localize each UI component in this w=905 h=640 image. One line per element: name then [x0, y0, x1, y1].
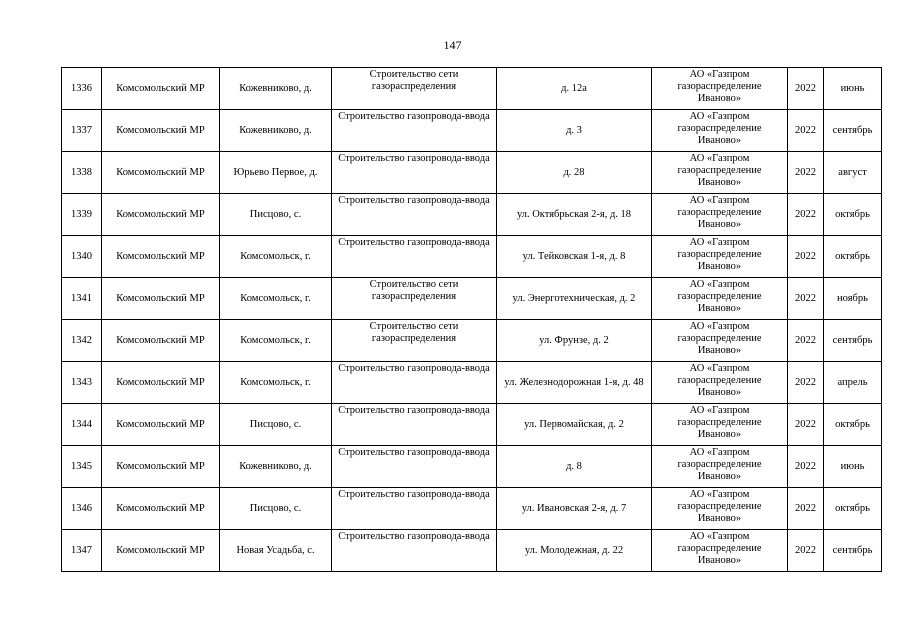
table-row	[62, 530, 882, 572]
row-number-cell: 1345	[62, 446, 102, 488]
district-cell: Комсомольский МР	[102, 278, 220, 320]
locality-cell: Кожевниково, д.	[220, 68, 332, 110]
table-row	[62, 362, 882, 404]
table-row	[62, 152, 882, 194]
work-type-cell: Строительство газопровода-ввода	[332, 194, 497, 236]
month-cell: сентябрь	[824, 530, 882, 572]
address-cell: ул. Энерготехническая, д. 2	[497, 278, 652, 320]
row-number-cell: 1338	[62, 152, 102, 194]
row-number-cell: 1347	[62, 530, 102, 572]
work-type-cell: Строительство газопровода-ввода	[332, 404, 497, 446]
month-cell: октябрь	[824, 236, 882, 278]
table-row	[62, 68, 882, 110]
district-cell: Комсомольский МР	[102, 404, 220, 446]
year-cell: 2022	[788, 110, 824, 152]
organization-cell: АО «Газпром газораспределение Иваново»	[652, 404, 788, 446]
table-row	[62, 110, 882, 152]
address-cell: д. 3	[497, 110, 652, 152]
work-type-cell: Строительство сети газораспределения	[332, 278, 497, 320]
address-cell: ул. Фрунзе, д. 2	[497, 320, 652, 362]
locality-cell: Писцово, с.	[220, 404, 332, 446]
locality-cell: Комсомольск, г.	[220, 278, 332, 320]
address-cell: ул. Железнодорожная 1-я, д. 48	[497, 362, 652, 404]
table-row	[62, 404, 882, 446]
locality-cell: Комсомольск, г.	[220, 362, 332, 404]
month-cell: октябрь	[824, 194, 882, 236]
work-type-cell: Строительство газопровода-ввода	[332, 110, 497, 152]
district-cell: Комсомольский МР	[102, 446, 220, 488]
organization-cell: АО «Газпром газораспределение Иваново»	[652, 362, 788, 404]
month-cell: сентябрь	[824, 320, 882, 362]
district-cell: Комсомольский МР	[102, 152, 220, 194]
district-cell: Комсомольский МР	[102, 236, 220, 278]
month-cell: июнь	[824, 68, 882, 110]
table-row	[62, 194, 882, 236]
locality-cell: Писцово, с.	[220, 194, 332, 236]
year-cell: 2022	[788, 530, 824, 572]
work-type-cell: Строительство газопровода-ввода	[332, 446, 497, 488]
row-number-cell: 1344	[62, 404, 102, 446]
row-number-cell: 1340	[62, 236, 102, 278]
year-cell: 2022	[788, 194, 824, 236]
year-cell: 2022	[788, 68, 824, 110]
page-number: 147	[443, 38, 462, 52]
address-cell: ул. Первомайская, д. 2	[497, 404, 652, 446]
work-type-cell: Строительство сети газораспределения	[332, 320, 497, 362]
table-row	[62, 488, 882, 530]
district-cell: Комсомольский МР	[102, 194, 220, 236]
address-cell: ул. Молодежная, д. 22	[497, 530, 652, 572]
organization-cell: АО «Газпром газораспределение Иваново»	[652, 152, 788, 194]
district-cell: Комсомольский МР	[102, 362, 220, 404]
work-type-cell: Строительство газопровода-ввода	[332, 236, 497, 278]
row-number-cell: 1342	[62, 320, 102, 362]
work-type-cell: Строительство газопровода-ввода	[332, 530, 497, 572]
year-cell: 2022	[788, 320, 824, 362]
locality-cell: Кожевниково, д.	[220, 110, 332, 152]
district-cell: Комсомольский МР	[102, 68, 220, 110]
organization-cell: АО «Газпром газораспределение Иваново»	[652, 278, 788, 320]
month-cell: август	[824, 152, 882, 194]
month-cell: октябрь	[824, 404, 882, 446]
organization-cell: АО «Газпром газораспределение Иваново»	[652, 110, 788, 152]
row-number-cell: 1336	[62, 68, 102, 110]
address-cell: ул. Тейковская 1-я, д. 8	[497, 236, 652, 278]
year-cell: 2022	[788, 152, 824, 194]
month-cell: октябрь	[824, 488, 882, 530]
row-number-cell: 1337	[62, 110, 102, 152]
year-cell: 2022	[788, 404, 824, 446]
address-cell: д. 12а	[497, 68, 652, 110]
locality-cell: Юрьево Первое, д.	[220, 152, 332, 194]
month-cell: ноябрь	[824, 278, 882, 320]
locality-cell: Писцово, с.	[220, 488, 332, 530]
locality-cell: Комсомольск, г.	[220, 320, 332, 362]
district-cell: Комсомольский МР	[102, 110, 220, 152]
address-cell: д. 8	[497, 446, 652, 488]
district-cell: Комсомольский МР	[102, 530, 220, 572]
table-row	[62, 236, 882, 278]
locality-cell: Кожевниково, д.	[220, 446, 332, 488]
work-type-cell: Строительство газопровода-ввода	[332, 152, 497, 194]
gasification-schedule-table	[61, 67, 882, 572]
locality-cell: Комсомольск, г.	[220, 236, 332, 278]
table-row	[62, 278, 882, 320]
work-type-cell: Строительство газопровода-ввода	[332, 362, 497, 404]
month-cell: апрель	[824, 362, 882, 404]
year-cell: 2022	[788, 236, 824, 278]
organization-cell: АО «Газпром газораспределение Иваново»	[652, 236, 788, 278]
work-type-cell: Строительство сети газораспределения	[332, 68, 497, 110]
district-cell: Комсомольский МР	[102, 488, 220, 530]
month-cell: июнь	[824, 446, 882, 488]
organization-cell: АО «Газпром газораспределение Иваново»	[652, 530, 788, 572]
year-cell: 2022	[788, 446, 824, 488]
organization-cell: АО «Газпром газораспределение Иваново»	[652, 320, 788, 362]
table-row	[62, 320, 882, 362]
row-number-cell: 1339	[62, 194, 102, 236]
table-row	[62, 446, 882, 488]
row-number-cell: 1341	[62, 278, 102, 320]
organization-cell: АО «Газпром газораспределение Иваново»	[652, 446, 788, 488]
month-cell: сентябрь	[824, 110, 882, 152]
row-number-cell: 1346	[62, 488, 102, 530]
year-cell: 2022	[788, 488, 824, 530]
work-type-cell: Строительство газопровода-ввода	[332, 488, 497, 530]
row-number-cell: 1343	[62, 362, 102, 404]
organization-cell: АО «Газпром газораспределение Иваново»	[652, 488, 788, 530]
year-cell: 2022	[788, 278, 824, 320]
year-cell: 2022	[788, 362, 824, 404]
address-cell: ул. Октябрьская 2-я, д. 18	[497, 194, 652, 236]
address-cell: д. 28	[497, 152, 652, 194]
organization-cell: АО «Газпром газораспределение Иваново»	[652, 68, 788, 110]
organization-cell: АО «Газпром газораспределение Иваново»	[652, 194, 788, 236]
locality-cell: Новая Усадьба, с.	[220, 530, 332, 572]
address-cell: ул. Ивановская 2-я, д. 7	[497, 488, 652, 530]
district-cell: Комсомольский МР	[102, 320, 220, 362]
